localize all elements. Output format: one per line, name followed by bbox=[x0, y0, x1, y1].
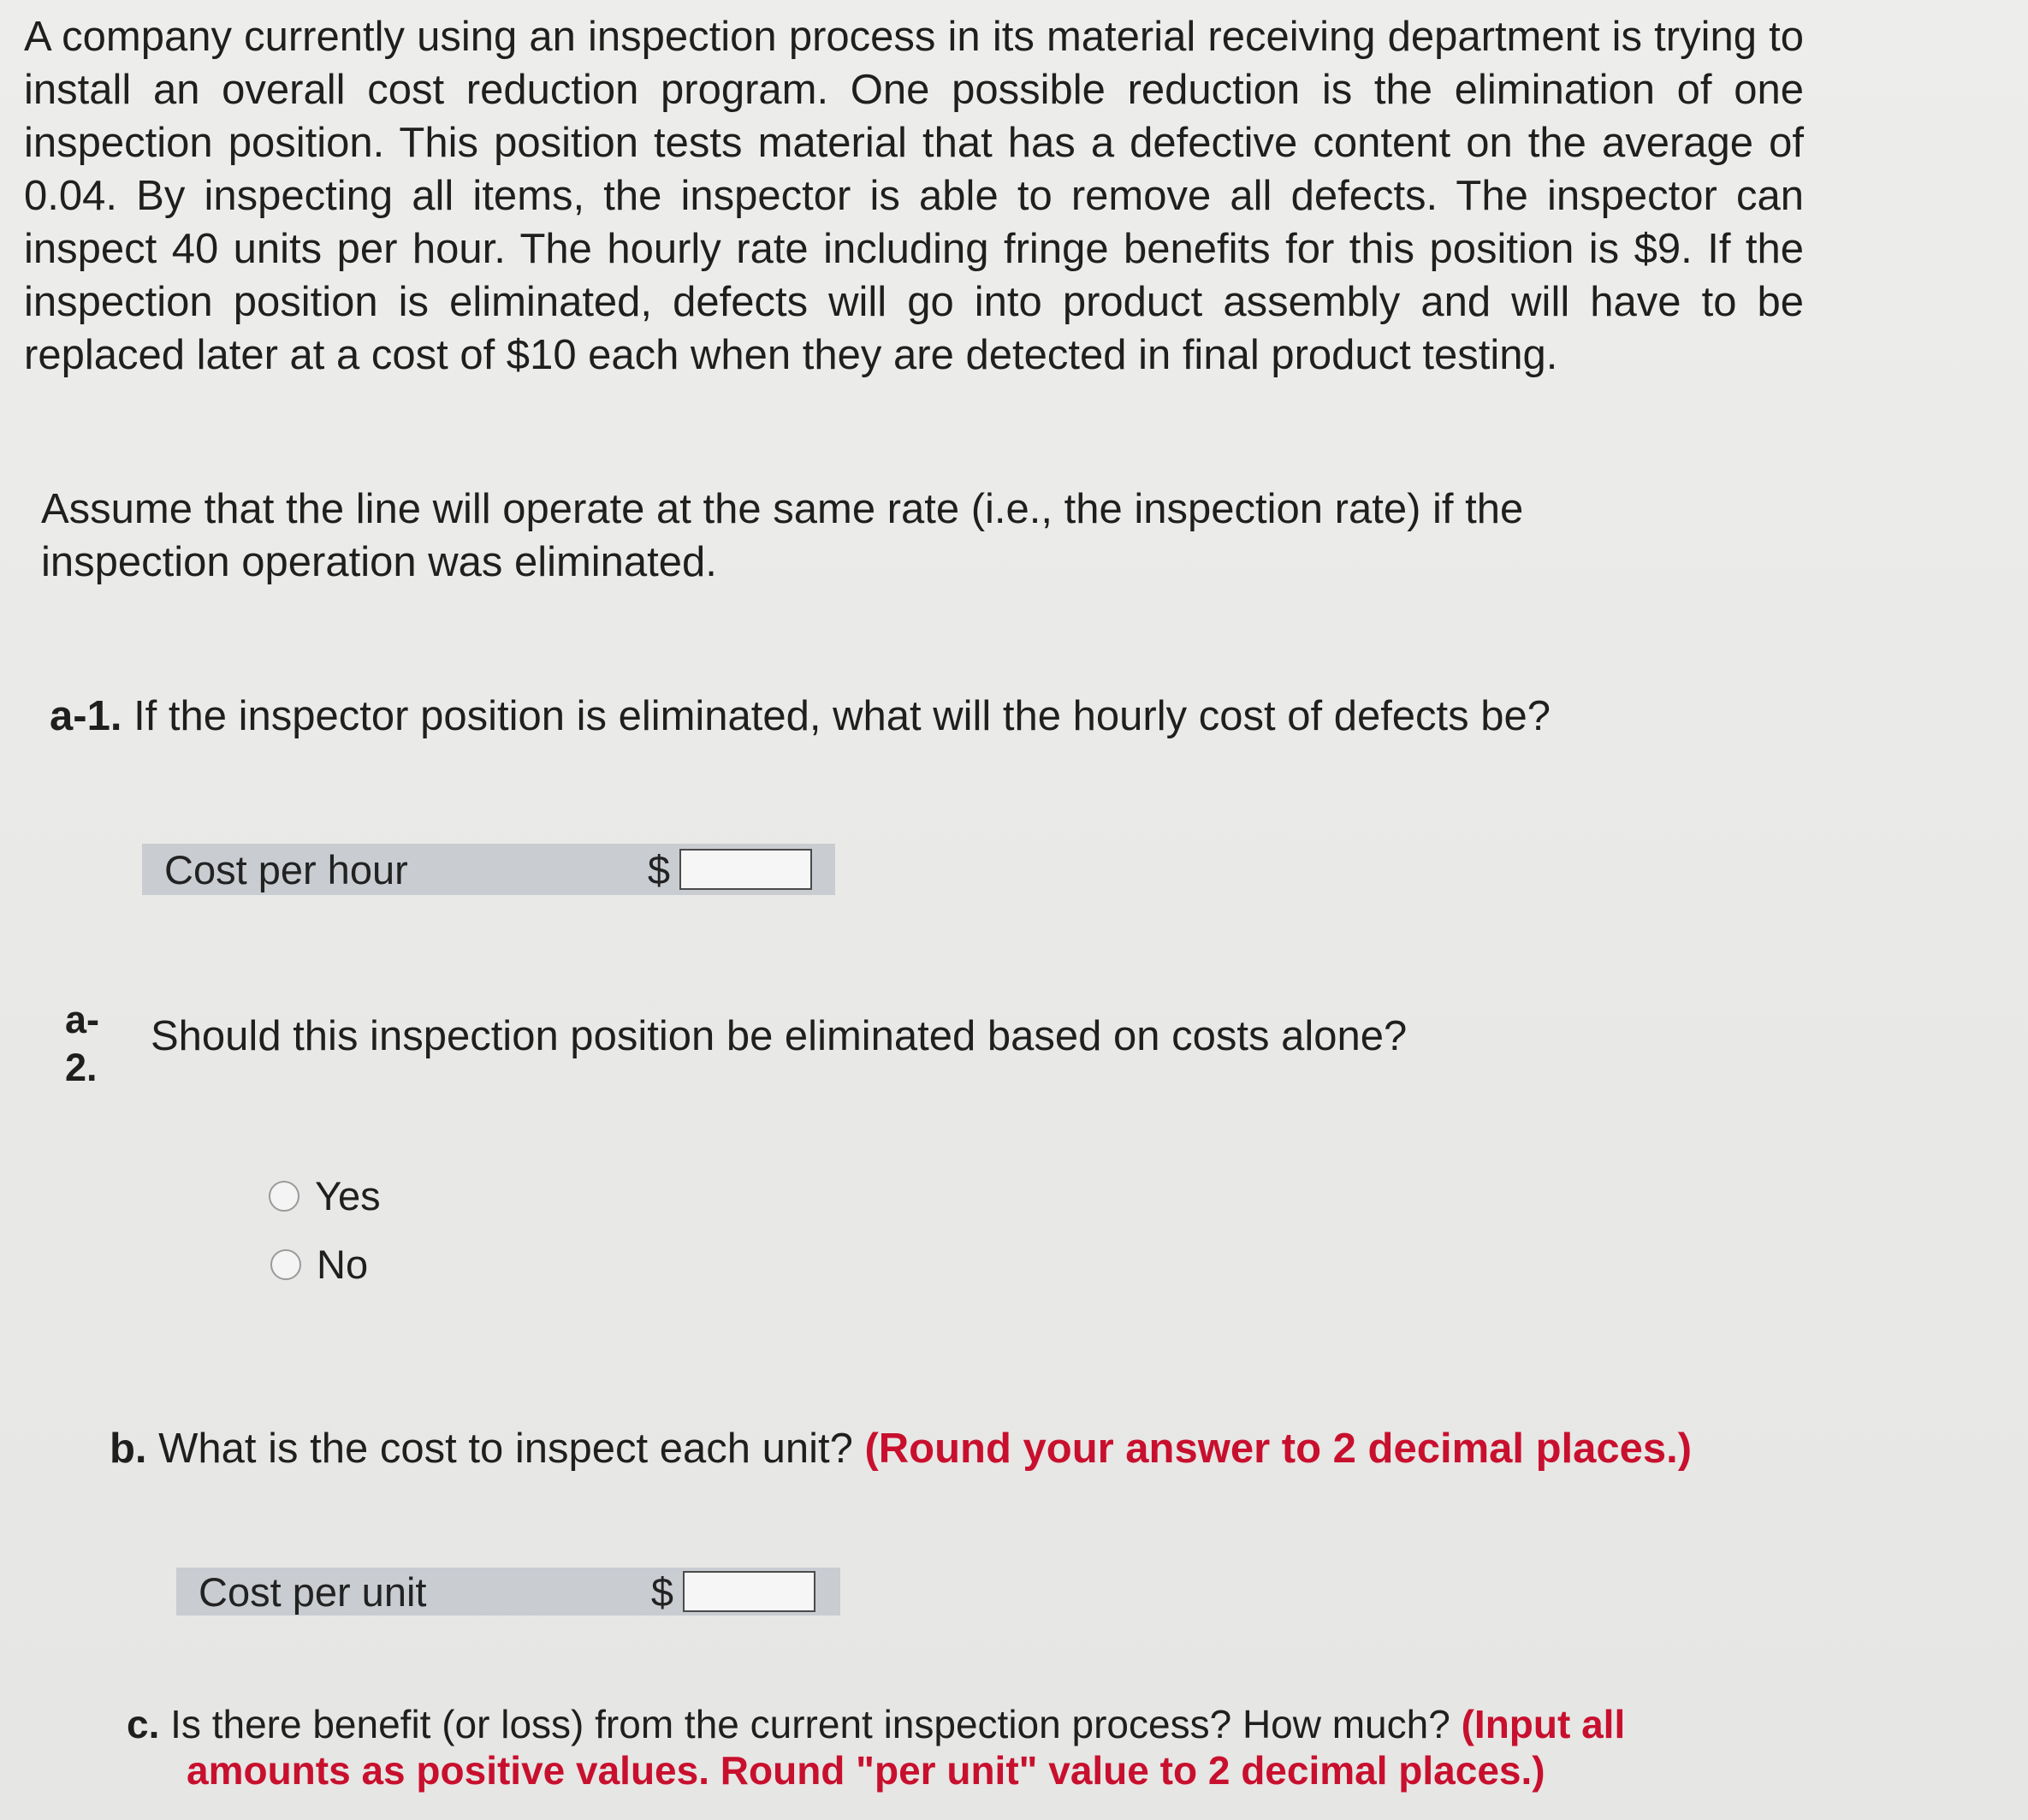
question-a2-label: a- 2. bbox=[65, 998, 100, 1089]
radio-option-no[interactable] bbox=[270, 1241, 368, 1288]
cost-per-unit-input[interactable] bbox=[683, 1571, 815, 1612]
dollar-sign: $ bbox=[647, 846, 671, 892]
question-c-text: Is there benefit (or loss) from the current inspection process? How much? bbox=[170, 1702, 1450, 1746]
assumption-text: Assume that the line will operate at the same rate (i.e., the inspection rate) if the inspection operation was eliminated. bbox=[41, 486, 1524, 585]
cost-per-hour-label: Cost per hour bbox=[164, 846, 408, 892]
question-c-instruction-line2: amounts as positive values. Round "per unit" value to 2 decimal places.) bbox=[187, 1748, 1545, 1793]
question-a1 bbox=[50, 690, 1551, 743]
question-b-label: b. bbox=[110, 1426, 147, 1472]
cost-per-unit-label: Cost per unit bbox=[199, 1568, 427, 1615]
radio-option-yes[interactable] bbox=[269, 1172, 381, 1219]
question-c bbox=[127, 1701, 1924, 1793]
question-b bbox=[110, 1422, 1906, 1475]
question-a2-text: Should this inspection position be eliminated based on costs alone? bbox=[151, 1013, 1408, 1059]
radio-label-yes: Yes bbox=[315, 1173, 381, 1218]
dollar-sign: $ bbox=[650, 1568, 674, 1615]
cost-per-hour-row bbox=[142, 844, 835, 895]
radio-button-no[interactable] bbox=[270, 1249, 301, 1280]
question-a1-label: a-1. bbox=[50, 693, 122, 739]
question-b-instruction: (Round your answer to 2 decimal places.) bbox=[864, 1426, 1693, 1472]
question-a1-text: If the inspector position is eliminated, what will the hourly cost of defects be? bbox=[133, 693, 1551, 739]
question-c-label: c. bbox=[127, 1702, 160, 1746]
cost-per-unit-row bbox=[176, 1568, 840, 1615]
radio-label-no: No bbox=[317, 1242, 369, 1287]
question-b-text: What is the cost to inspect each unit? bbox=[158, 1426, 853, 1472]
question-c-instruction-line1: (Input all bbox=[1461, 1702, 1626, 1746]
radio-button-yes[interactable] bbox=[269, 1181, 299, 1212]
cost-per-hour-input[interactable] bbox=[679, 849, 812, 890]
problem-statement: A company currently using an inspection process in its material receiving department is trying to install an overall cost reduction program. One possible reduction is the elimination of one inspection position. This position tests material that has a defective content on the average of 0.04. By inspecting all items, the inspector is able to remove all defects. The inspector can inspect 40 units per hour. The hourly rate including fringe benefits for this position is $9. If the inspection position is eliminated, defects will go into product assembly and will have to be replaced later at a cost of $10 each when they are detected in final product testing. bbox=[24, 14, 1804, 378]
